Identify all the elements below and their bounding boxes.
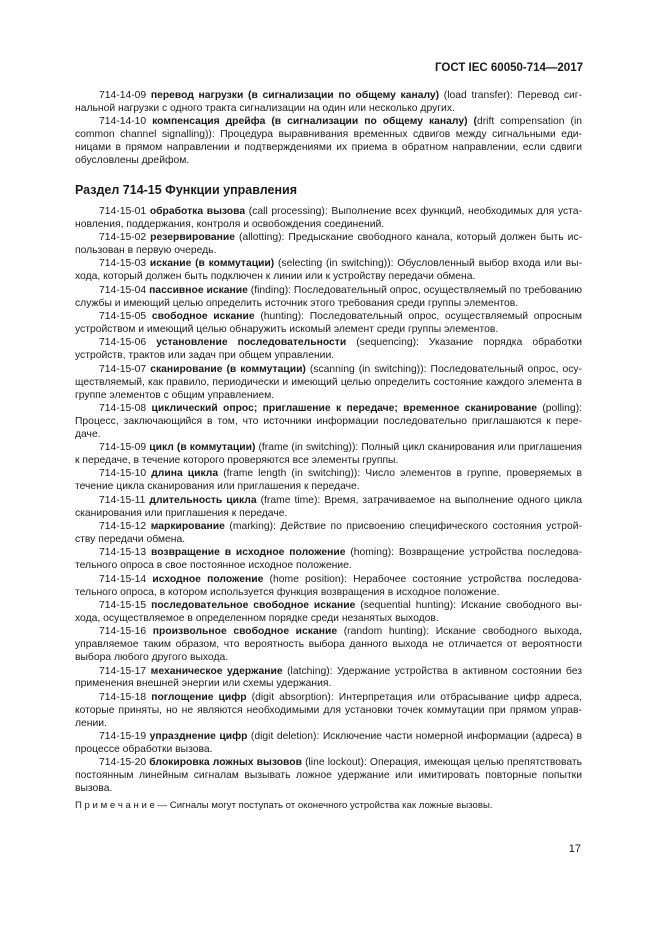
term-definition: (finding): Последовательный опрос, осуществляемый по требованию службы и имеющий целью определить источник этого требования среди группы элементов. xyxy=(75,284,582,309)
term-definition: (allotting): Предыскание свободного канала, который должен быть использован в первую очередь. xyxy=(75,232,583,257)
term-definition: (sequential hunting): Искание свободного выхода, осуществляемое в определенном порядке среди незанятых выходов. xyxy=(75,600,583,624)
term-entry xyxy=(75,626,582,665)
term-number: 714-15-17 xyxy=(99,665,147,677)
page-number: 17 xyxy=(568,843,581,855)
term-entry xyxy=(75,666,582,692)
term-number: 714-15-12 xyxy=(99,521,147,533)
term-definition: (frame length (in switching)): Число элементов в группе, проверяемых в течение цикла сканирования или приглашения к передаче. xyxy=(75,468,582,493)
term-definition: drift compensation (in common channel signalling)): Процедура выравнивания временных сдвигов между сигнальными единицами в прямом направлении и подтверждениями их приема в обратном направлении, если сдвиги обусловлены дрейфом. xyxy=(75,116,582,167)
term-entry xyxy=(75,731,582,757)
document-header: ГОСТ IEC 60050-714—2017 xyxy=(435,62,583,74)
term-name: резервирование xyxy=(150,232,236,244)
term-name: исходное положение xyxy=(152,573,264,585)
note-label: П р и м е ч а н и е xyxy=(75,800,155,812)
term-number: 714-15-02 xyxy=(99,232,147,244)
term-entry xyxy=(75,692,582,731)
term-name: произвольное свободное искание xyxy=(152,626,338,638)
term-name: длительность цикла xyxy=(149,494,257,506)
term-name: перевод нагрузки (в сигнализации по общему каналу) xyxy=(150,90,440,101)
term-entry xyxy=(75,757,582,796)
term-entry xyxy=(75,90,582,116)
term-entry xyxy=(75,285,582,311)
term-entry xyxy=(75,468,582,494)
term-name: маркирование xyxy=(150,521,225,533)
term-entry xyxy=(75,521,582,547)
term-number: 714-15-05 xyxy=(99,311,147,323)
term-definition: (sequencing): Указание порядка обработки устройств, трактов или задач при общем управлении. xyxy=(75,337,583,362)
term-name: компенсация дрейфа (в сигнализации по общему каналу) ( xyxy=(152,116,477,128)
term-entry xyxy=(75,232,582,258)
term-definition: (selecting (in switching)): Обусловленный выбор входа или выхода, который должен быть подключен к линии или к устройству передачи обмена. xyxy=(75,258,583,283)
term-name: обработка вызова xyxy=(149,205,246,217)
term-number: 714-15-16 xyxy=(99,626,147,638)
term-name: свободное искание xyxy=(151,311,255,323)
term-name: упразднение цифр xyxy=(149,731,248,743)
note-text: — Сигналы могут поступать от оконечного устройства как ложные вызовы. xyxy=(154,800,493,812)
term-number: 714-15-03 xyxy=(99,258,147,270)
term-number: 714-15-11 xyxy=(99,494,146,506)
term-number: 714-15-20 xyxy=(99,757,147,769)
term-name: последовательное свободное искание xyxy=(151,600,356,612)
term-entry xyxy=(75,116,582,168)
term-number: 714-14-09 xyxy=(99,90,147,101)
term-definition: (line lockout): Операция, имеющая целью препятствовать постоянным линейным сигналам вызывать ложное удержание или имитировать повторные попытки вызова. xyxy=(75,757,583,795)
term-number: 714-15-14 xyxy=(99,573,147,585)
term-name: установление последовательности xyxy=(156,337,347,349)
term-entry xyxy=(75,403,582,442)
term-entry xyxy=(75,574,582,600)
section-title: Раздел 714-15 Функции управления xyxy=(75,182,298,197)
term-definition: (hunting): Последовательный опрос, осуществляемый опросным устройством и имеющий целью обнаружить искомый элемент среди группы элементов. xyxy=(75,311,583,335)
document-body xyxy=(75,90,582,814)
term-entry xyxy=(75,311,582,337)
term-definition: (digit deletion): Исключение части номерной информации (адреса) в процессе обработки вызова. xyxy=(75,731,582,755)
term-definition: (load transfer): Перевод сигнальной нагрузки с одного тракта сигнализации на один или несколько других. xyxy=(75,90,582,114)
term-definition: (call processing): Выполнение всех функций, необходимых для установления, поддержания, контроля и освобождения соединений. xyxy=(75,205,583,230)
term-number: 714-15-08 xyxy=(99,402,147,414)
term-entry xyxy=(75,600,582,626)
term-entry xyxy=(75,547,582,573)
entries-section-714-15 xyxy=(75,206,582,796)
term-name: цикл (в коммутации) xyxy=(149,442,256,454)
term-name: сканирование (в коммутации) xyxy=(150,363,306,375)
term-definition: (digit absorption): Интерпретация или отбрасывание цифр адреса, которые приняты, но не являются необходимыми для установки точек коммутации при прямом управлении. xyxy=(75,691,583,729)
term-number: 714-15-01 xyxy=(99,205,147,217)
term-number: 714-15-07 xyxy=(99,363,147,375)
term-name: искание (в коммутации) xyxy=(149,258,275,270)
term-number: 714-15-10 xyxy=(99,468,147,480)
term-number: 714-15-04 xyxy=(99,284,147,296)
term-number: 714-15-09 xyxy=(99,442,147,454)
entries-section-714-14 xyxy=(75,90,582,168)
term-name: пассивное искание xyxy=(149,284,248,296)
term-number: 714-15-18 xyxy=(99,691,147,703)
term-definition: (random hunting): Искание свободного выхода, управляемое таким образом, что вероятность выбора данного выхода не отличается от вероятности выбора любого другого выхода. xyxy=(75,626,583,664)
term-entry xyxy=(75,442,582,468)
term-number: 714-15-19 xyxy=(99,731,147,743)
term-name: поглощение цифр xyxy=(151,691,247,703)
term-entry xyxy=(75,364,582,403)
term-entry xyxy=(75,206,582,232)
term-number: 714-14-10 xyxy=(99,116,147,128)
term-number: 714-15-13 xyxy=(99,547,147,559)
term-entry xyxy=(75,495,582,521)
term-definition: (marking): Действие по присвоению специфического состояния устройству передачи обмена. xyxy=(75,521,583,545)
term-name: длина цикла xyxy=(151,468,219,480)
term-definition: (homing): Возвращение устройства последовательного опроса в свое постоянное исходное положение. xyxy=(75,547,582,572)
term-definition: (scanning (in switching)): Последовательный опрос, осуществляемый, как правило, периодически и имеющий целью определить состояние каждого элемента в группе элементов с общим управлением. xyxy=(75,363,583,401)
term-definition: (polling): Процесс, заключающийся в том, что источники информации последовательно приглашаются к передаче. xyxy=(75,402,583,440)
term-definition: (latching): Удержание устройства в активном состоянии без применения внешней энергии или схемы удержания. xyxy=(75,665,582,690)
note xyxy=(75,800,582,813)
term-name: механическое удержание xyxy=(150,665,283,677)
term-name: возвращение в исходное положение xyxy=(151,547,346,559)
term-entry xyxy=(75,337,582,363)
term-entry xyxy=(75,258,582,284)
term-number: 714-15-06 xyxy=(99,337,147,349)
term-name: блокировка ложных вызовов xyxy=(149,757,302,769)
term-definition: (home position): Нерабочее состояние устройства последовательного опроса, в котором используется функция возвращения в исходное положение. xyxy=(75,573,582,598)
term-definition: (frame (in switching)): Полный цикл сканирования или приглашения к передаче, в течение которого проверяются все элементы группы. xyxy=(75,442,582,467)
term-number: 714-15-15 xyxy=(99,600,147,612)
term-name: циклический опрос; приглашение к передаче; временное сканирование xyxy=(151,402,538,414)
term-definition: (frame time): Время, затрачиваемое на выполнение одного цикла сканирования или приглашения к передаче. xyxy=(75,494,582,519)
